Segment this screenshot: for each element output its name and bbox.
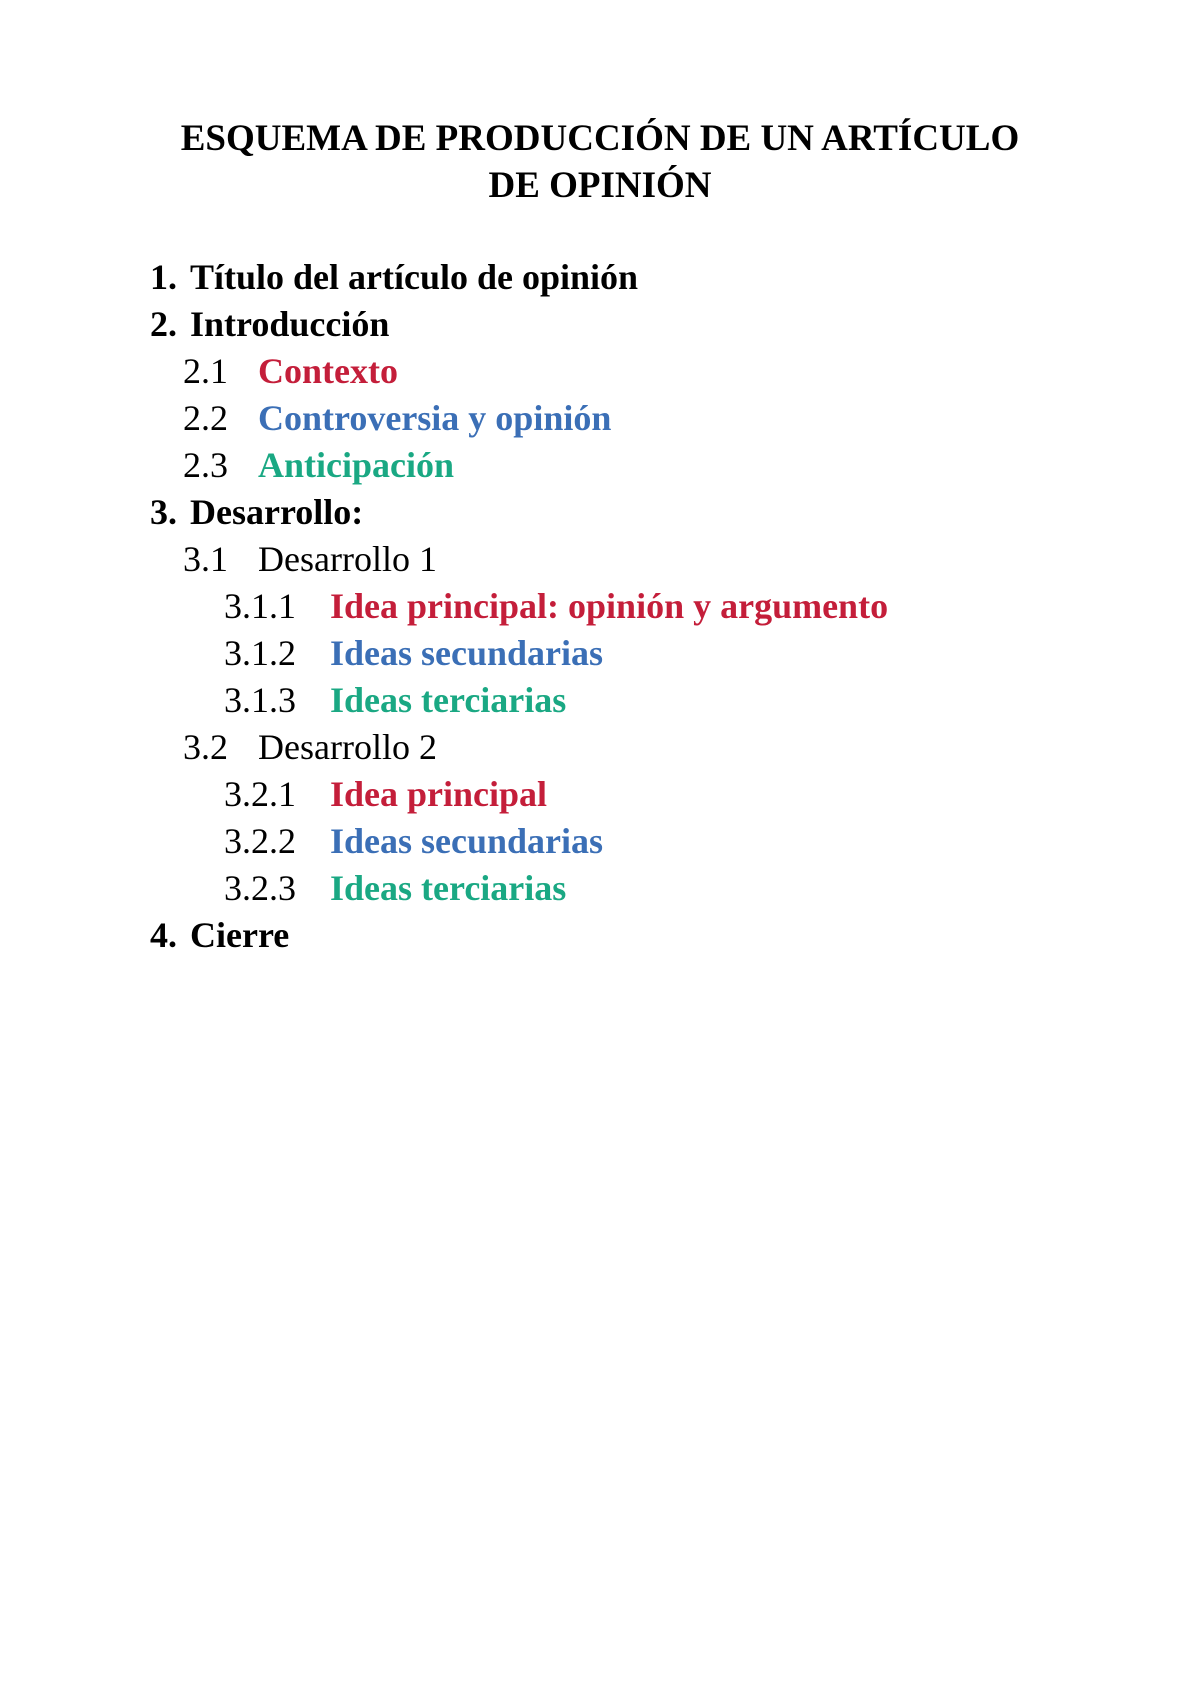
item-number: 1. (150, 257, 177, 297)
outline-item-2-1 (0, 348, 1200, 395)
outline-item-2-3 (0, 442, 1200, 489)
item-text: Idea principal (330, 774, 548, 814)
item-number: 2. (150, 304, 177, 344)
item-text: Controversia y opinión (258, 398, 612, 438)
outline-item-1 (0, 254, 1200, 301)
outline-item-3-1-3 (0, 677, 1200, 724)
outline-item-3-2 (0, 724, 1200, 771)
outline-item-3-1-2 (0, 630, 1200, 677)
outline-list (0, 254, 1200, 959)
outline-item-3 (0, 489, 1200, 536)
item-text: Desarrollo 1 (258, 539, 437, 579)
outline-item-4 (0, 912, 1200, 959)
item-text: Desarrollo 2 (258, 727, 437, 767)
title-line-2: DE OPINIÓN (488, 165, 712, 206)
item-number: 2.3 (183, 445, 228, 485)
item-text: Ideas secundarias (330, 821, 604, 861)
item-text: Contexto (258, 351, 398, 391)
item-number: 3.2.1 (224, 774, 296, 814)
outline-item-3-1 (0, 536, 1200, 583)
item-text: Anticipación (258, 445, 455, 485)
item-text: Desarrollo: (190, 492, 364, 532)
title-line-1: ESQUEMA DE PRODUCCIÓN DE UN ARTÍCULO (180, 118, 1020, 159)
item-text: Idea principal: opinión y argumento (330, 586, 889, 626)
item-number: 3.2.2 (224, 821, 296, 861)
item-text: Ideas terciarias (330, 680, 567, 720)
item-number: 3. (150, 492, 177, 532)
item-number: 3.1.3 (224, 680, 296, 720)
outline-item-2 (0, 301, 1200, 348)
item-number: 3.1 (183, 539, 228, 579)
outline-item-3-2-3 (0, 865, 1200, 912)
item-number: 3.1.2 (224, 633, 296, 673)
item-number: 3.2 (183, 727, 228, 767)
item-text: Introducción (190, 304, 390, 344)
item-number: 3.2.3 (224, 868, 296, 908)
item-number: 2.2 (183, 398, 228, 438)
outline-item-3-2-2 (0, 818, 1200, 865)
document-title (0, 115, 1200, 209)
outline-item-3-1-1 (0, 583, 1200, 630)
item-text: Título del artículo de opinión (190, 257, 639, 297)
item-text: Ideas terciarias (330, 868, 567, 908)
item-text: Ideas secundarias (330, 633, 604, 673)
outline-item-3-2-1 (0, 771, 1200, 818)
item-text: Cierre (190, 915, 290, 955)
item-number: 3.1.1 (224, 586, 296, 626)
outline-item-2-2 (0, 395, 1200, 442)
item-number: 4. (150, 915, 177, 955)
item-number: 2.1 (183, 351, 228, 391)
